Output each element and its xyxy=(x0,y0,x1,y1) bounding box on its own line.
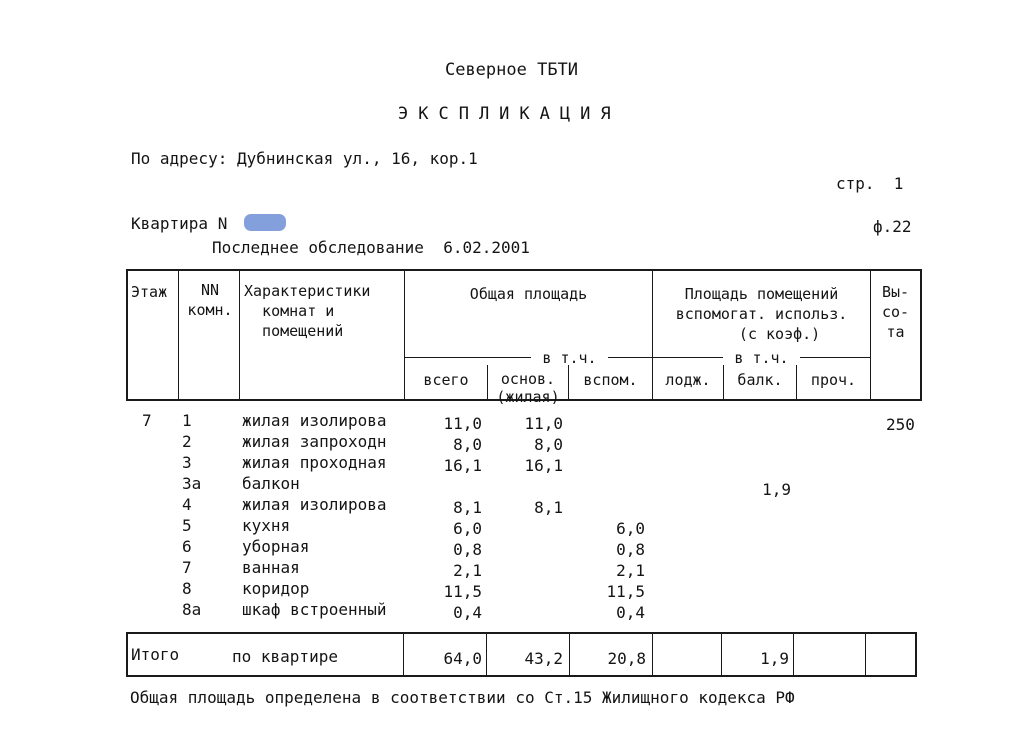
row-aux: 6,0 xyxy=(616,519,645,538)
form-number: ф.22 xyxy=(873,217,912,236)
totals-label: Итого xyxy=(131,645,180,664)
totals-total: 64,0 xyxy=(443,649,482,668)
col-total-area-header: Общая площадь xyxy=(469,285,588,303)
row-balcony: 1,9 xyxy=(762,480,791,499)
col-main-header: основ. (жилая) xyxy=(496,370,560,406)
row-number: 6 xyxy=(182,537,192,556)
row-number: 5 xyxy=(182,516,192,535)
totals-main: 43,2 xyxy=(524,649,563,668)
col-height-header: Вы- со- та xyxy=(881,283,910,341)
row-total: 8,0 xyxy=(453,435,482,454)
totals-sublabel: по квартире xyxy=(232,647,338,666)
row-total: 0,4 xyxy=(453,603,482,622)
document-title: ЭКСПЛИКАЦИЯ xyxy=(398,104,621,124)
row-total: 2,1 xyxy=(453,561,482,580)
col-aux-area-header: Площадь помещений вспомогат. использ. (с коэф.) xyxy=(675,285,848,343)
page-number: стр. 1 xyxy=(836,174,904,193)
row-main: 11,0 xyxy=(524,414,563,433)
col-loggia-header: лодж. xyxy=(665,371,711,389)
row-floor: 7 xyxy=(142,411,152,430)
totals-balcony: 1,9 xyxy=(760,649,789,668)
row-aux: 11,5 xyxy=(606,582,645,601)
row-description: коридор xyxy=(242,579,310,598)
row-number: 8 xyxy=(182,579,192,598)
row-main: 8,1 xyxy=(534,498,563,517)
row-number: 3 xyxy=(182,453,192,472)
row-number: 1 xyxy=(182,411,192,430)
apartment-label: Квартира N xyxy=(131,214,228,233)
col-balcony-header: балк. xyxy=(737,371,783,389)
row-description: жилая проходная xyxy=(242,453,387,472)
row-total: 6,0 xyxy=(453,519,482,538)
row-description: кухня xyxy=(242,516,291,535)
row-description: ванная xyxy=(242,558,300,577)
row-height: 250 xyxy=(886,415,915,434)
row-main: 16,1 xyxy=(524,456,563,475)
row-description: шкаф встроенный xyxy=(242,600,387,619)
last-survey-line: Последнее обследование 6.02.2001 xyxy=(212,238,530,257)
redaction-mark xyxy=(244,214,286,231)
address-line: По адресу: Дубнинская ул., 16, кор.1 xyxy=(131,149,478,168)
totals-aux: 20,8 xyxy=(607,649,646,668)
row-description: жилая изолирова xyxy=(242,495,387,514)
footnote: Общая площадь определена в соответствии со Ст.15 Жилищного кодекса РФ xyxy=(130,688,795,707)
row-number: 4 xyxy=(182,495,192,514)
row-aux: 0,4 xyxy=(616,603,645,622)
row-aux: 0,8 xyxy=(616,540,645,559)
row-total: 8,1 xyxy=(453,498,482,517)
row-number: 2 xyxy=(182,432,192,451)
row-main: 8,0 xyxy=(534,435,563,454)
row-description: балкон xyxy=(242,474,300,493)
row-total: 0,8 xyxy=(453,540,482,559)
row-aux: 2,1 xyxy=(616,561,645,580)
row-total: 16,1 xyxy=(443,456,482,475)
col-description-header: Характеристики комнат и помещений xyxy=(244,282,371,340)
col-floor-header: Этаж xyxy=(131,283,168,301)
row-number: 7 xyxy=(182,558,192,577)
incl-aux-label: в т.ч. xyxy=(734,349,789,367)
row-description: уборная xyxy=(242,537,310,556)
row-total: 11,5 xyxy=(443,582,482,601)
col-other-header: проч. xyxy=(810,371,857,389)
col-aux-header: вспом. xyxy=(583,371,638,389)
row-number: 3а xyxy=(182,474,202,493)
col-total-header: всего xyxy=(423,371,469,389)
col-room-number-header: NN комн. xyxy=(187,281,233,319)
incl-total-label: в т.ч. xyxy=(542,349,597,367)
row-description: жилая запроходн xyxy=(242,432,387,451)
row-number: 8а xyxy=(182,600,202,619)
org-name: Северное ТБТИ xyxy=(444,60,579,80)
row-total: 11,0 xyxy=(443,414,482,433)
row-description: жилая изолирова xyxy=(242,411,387,430)
